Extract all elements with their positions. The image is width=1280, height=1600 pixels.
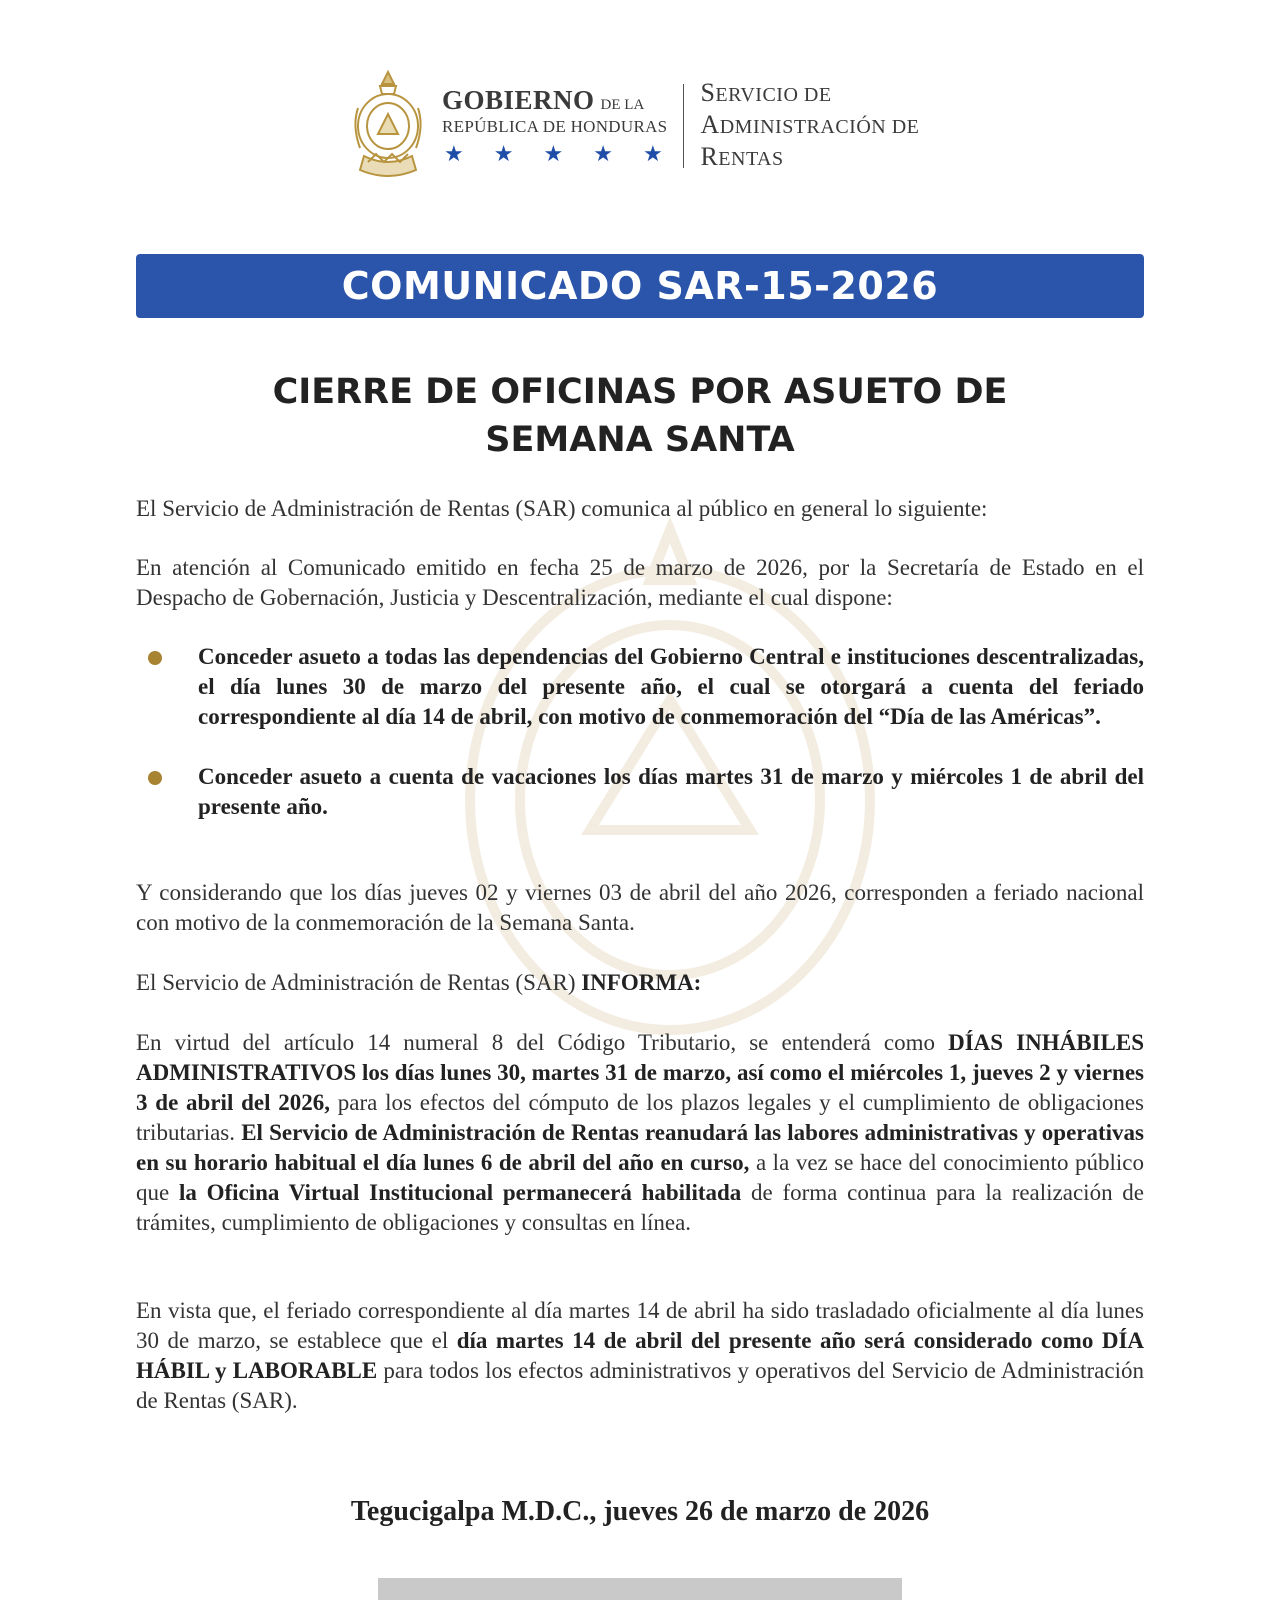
star-icon: ★ xyxy=(543,141,564,166)
bullet-dot-icon xyxy=(148,651,162,665)
page-title xyxy=(136,368,1144,464)
place-date: Tegucigalpa M.D.C., jueves 26 de marzo de 2026 xyxy=(350,1496,930,1527)
bullet-dot-icon xyxy=(148,771,162,785)
header-divider xyxy=(683,84,684,168)
government-wordmark xyxy=(442,85,667,167)
considering-paragraph: Y considerando que los días jueves 02 y viernes 03 de abril del año 2026, corresponden a feriado nacional con motivo de la conmemoración de la Semana Santa. xyxy=(136,880,1144,935)
bullet-list xyxy=(136,642,1144,822)
honduras-coat-of-arms-icon xyxy=(350,68,426,184)
list-item: Conceder asueto a cuenta de vacaciones los días martes 31 de marzo y miércoles 1 de abril del presente año. xyxy=(136,762,1144,822)
title-line: SEMANA SANTA xyxy=(485,420,795,460)
sar-line: SERVICIO DE xyxy=(700,78,832,107)
sar-line: RENTAS xyxy=(700,142,784,171)
stars-row xyxy=(442,141,667,167)
star-icon: ★ xyxy=(642,141,663,166)
gov-republic: REPÚBLICA DE HONDURAS xyxy=(442,117,668,136)
gov-title: GOBIERNO xyxy=(442,85,595,115)
gov-dela: DE LA xyxy=(600,97,645,113)
star-icon: ★ xyxy=(444,141,464,166)
star-icon: ★ xyxy=(593,141,613,166)
communique-banner xyxy=(136,254,1144,318)
list-item: Conceder asueto a todas las dependencias del Gobierno Central e instituciones descentralizadas, el día lunes 30 de marzo del presente año, el cual se otorgará a cuenta del feriado correspondiente al día 14 de abril, con motivo de conmemoración del “Día de las Américas”. xyxy=(136,642,1144,732)
header xyxy=(350,66,919,186)
vista-paragraph: En vista que, el feriado correspondiente al día martes 14 de abril ha sido trasladado oficialmente al día lunes 30 de marzo, se establece que el día martes 14 de abril del presente año será considerado como DÍA HÁBIL y LABORABLE para todos los efectos administrativos y operativos del Servicio de Administración de Rentas (SAR). xyxy=(136,1298,1145,1413)
title-line: CIERRE DE OFICINAS POR ASUETO DE xyxy=(272,372,1008,412)
sar-line: ADMINISTRACIÓN DE xyxy=(700,110,920,139)
sar-wordmark xyxy=(700,78,919,174)
attention-paragraph: En atención al Comunicado emitido en fecha 25 de marzo de 2026, por la Secretaría de Estado en el Despacho de Gobernación, Justicia y Descentralización, mediante el cual dispone: xyxy=(136,555,1144,610)
communique-number: COMUNICADO SAR-15-2026 xyxy=(341,264,939,308)
informa-paragraph: El Servicio de Administración de Rentas (SAR) INFORMA: xyxy=(136,970,702,995)
bottom-gray-bar xyxy=(378,1578,902,1600)
intro-paragraph: El Servicio de Administración de Rentas (SAR) comunica al público en general lo siguiente: xyxy=(136,496,988,521)
virtud-paragraph: En virtud del artículo 14 numeral 8 del Código Tributario, se entenderá como DÍAS INHÁBILES ADMINISTRATIVOS los días lunes 30, martes 31 de marzo, así como el miércoles 1, jueves 2 y viernes 3 de abril del 2026, para los efectos del cómputo de los plazos legales y el cumplimiento de obligaciones tributarias. El Servicio de Administración de Rentas reanudará las labores administrativas y operativas en su horario habitual el día lunes 6 de abril del año en curso, a la vez se hace del conocimiento público que la Oficina Virtual Institucional permanecerá habilitada de forma continua para la realización de trámites, cumplimiento de obligaciones y consultas en línea. xyxy=(136,1030,1145,1235)
star-icon: ★ xyxy=(493,141,514,166)
